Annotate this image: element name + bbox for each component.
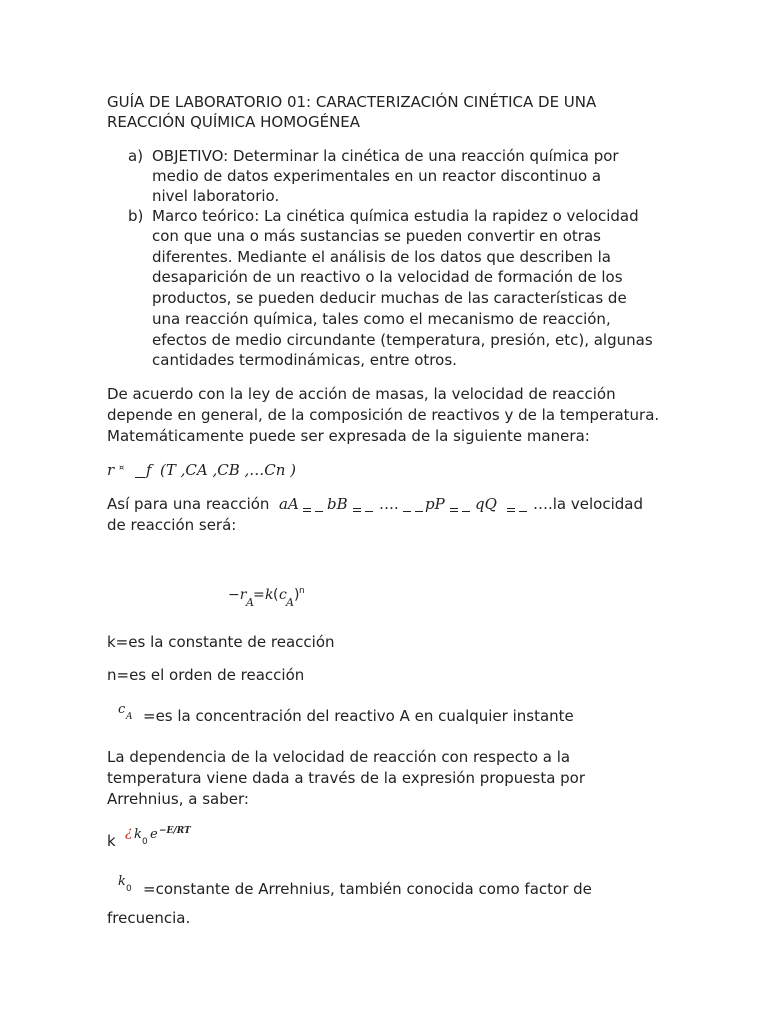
paragraph-1-line-2: depende en general, de la composición de reactivos y de la temperatura.: [107, 406, 660, 424]
paragraph-2-prefix: Así para una reacción: [107, 495, 270, 513]
objective-line-2: medio de datos experimentales en un reactor discontinuo a: [152, 167, 602, 185]
product-pP: pP: [425, 495, 445, 513]
eq3-red-symbol: ¿: [125, 824, 133, 840]
operator-mark: [353, 511, 361, 512]
eq2-exponent: n: [299, 586, 305, 596]
theory-line-8: cantidades termodinámicas, entre otros.: [152, 351, 457, 369]
paragraph-1-line-3: Matemáticamente puede ser expresada de la siguiente manera:: [107, 427, 590, 445]
operator-mark: [353, 508, 361, 509]
reactant-aA: aA: [279, 495, 299, 513]
operator-mark: [507, 508, 515, 509]
theory-line-4: desaparición de un reactivo o la velocidad de formación de los: [152, 268, 623, 286]
definition-n: n=es el orden de reacción: [107, 666, 305, 684]
theory-line-3: diferentes. Mediante el análisis de los datos que describen la: [152, 248, 611, 266]
operator-mark: [519, 511, 527, 512]
definition-k0: =constante de Arrehnius, también conocida como factor de: [143, 880, 592, 898]
k0-subscript: 0: [126, 884, 132, 894]
eq2-close-paren: ): [294, 587, 300, 603]
theory-line-1: Marco teórico: La cinética química estudia la rapidez o velocidad: [152, 207, 639, 225]
theory-line-2: con que una o más sustancias se pueden convertir en otras: [152, 227, 601, 245]
eq3-k: k: [107, 832, 116, 850]
operator-mark: [303, 508, 311, 509]
cA-subscript: A: [126, 712, 133, 722]
operator-mark: [450, 511, 458, 512]
operator-mark: [403, 511, 411, 512]
eq1-symbol: ¤: [119, 463, 126, 472]
operator-mark: [462, 511, 470, 512]
definition-k0-line-2: frecuencia.: [107, 909, 191, 927]
eq2-lhs: −r: [228, 587, 247, 603]
operator-mark: [315, 511, 323, 512]
paragraph-3-line-2: temperatura viene dada a través de la expresión propuesta por: [107, 769, 586, 787]
k0-symbol: k: [118, 874, 126, 889]
theory-line-5: productos, se pueden deducir muchas de las características de: [152, 289, 627, 307]
operator-mark: [507, 511, 515, 512]
eq3-exponent: −E/RT: [159, 826, 191, 836]
definition-k: k=es la constante de reacción: [107, 633, 335, 651]
paragraph-2-suffix: ….la velocidad: [533, 495, 643, 513]
eq2-k: k: [265, 587, 274, 603]
operator-mark: [450, 508, 458, 509]
eq2-equals: =: [253, 587, 265, 603]
objective-line-3: nivel laboratorio.: [152, 187, 280, 205]
eq2-open-paren: (: [273, 587, 279, 603]
paragraph-1-line-1: De acuerdo con la ley de acción de masas, la velocidad de reacción: [107, 385, 616, 403]
definition-cA: =es la concentración del reactivo A en cualquier instante: [143, 707, 574, 725]
paragraph-3-line-1: La dependencia de la velocidad de reacción con respecto a la: [107, 748, 571, 766]
eq2-c-subscript: A: [286, 596, 294, 609]
cA-symbol: c: [118, 702, 126, 717]
eq1-r: r: [107, 461, 115, 479]
ellipsis-1: ….: [379, 495, 399, 513]
theory-line-6: una reacción química, tales como el mecanismo de reacción,: [152, 310, 611, 328]
eq3-k0-subscript: 0: [142, 837, 148, 847]
eq2-c: c: [279, 587, 287, 603]
list-marker-a: a): [128, 147, 144, 165]
theory-line-7: efectos de medio circundante (temperatura, presión, etc), algunas: [152, 331, 653, 349]
product-qQ: qQ: [475, 495, 497, 513]
eq3-k0: k: [134, 827, 142, 842]
list-marker-b: b): [128, 207, 144, 225]
eq1-f: f: [146, 461, 152, 479]
paragraph-2-line-2: de reacción será:: [107, 516, 237, 534]
page-title-line-2: REACCIÓN QUÍMICA HOMOGÉNEA: [107, 113, 361, 131]
eq1-underline: [135, 477, 145, 478]
paragraph-3-line-3: Arrehnius, a saber:: [107, 790, 249, 808]
page-title-line-1: GUÍA DE LABORATORIO 01: CARACTERIZACIÓN CINÉTICA DE UNA: [107, 93, 597, 111]
eq2-lhs-subscript: A: [246, 596, 254, 609]
eq3-e: e: [150, 827, 158, 842]
objective-line-1: OBJETIVO: Determinar la cinética de una reacción química por: [152, 147, 619, 165]
eq1-args: (T ,CA ,CB ,…Cn ): [160, 461, 297, 479]
operator-mark: [303, 511, 311, 512]
operator-mark: [365, 511, 373, 512]
operator-mark: [415, 511, 423, 512]
reactant-bB: bB: [327, 495, 348, 513]
